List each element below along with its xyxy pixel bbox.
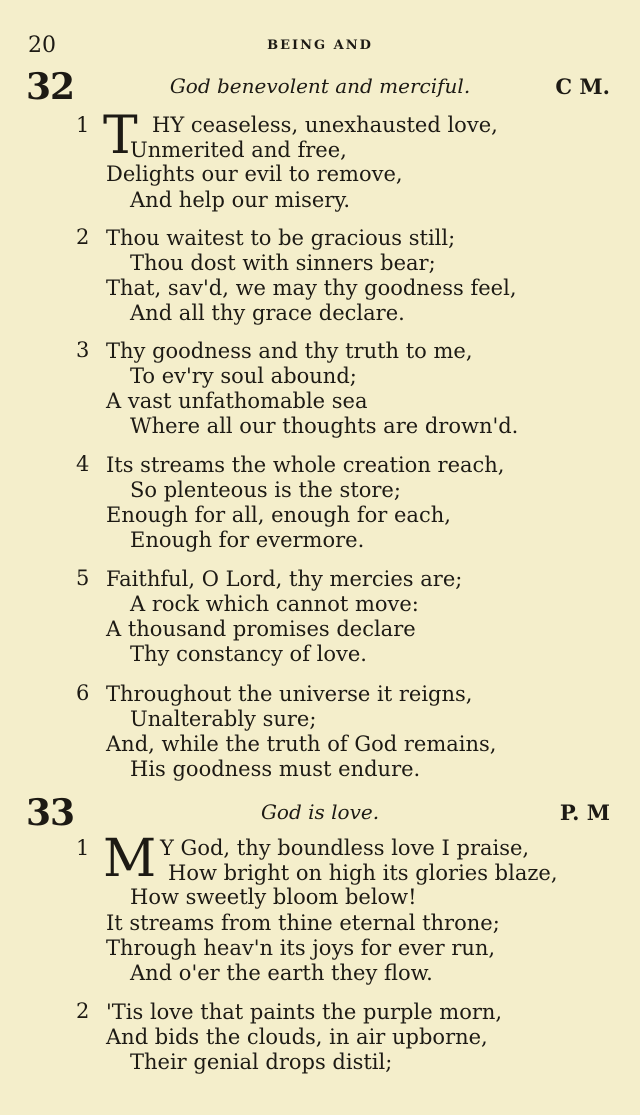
verse-line: Unmerited and free, [130, 138, 347, 162]
running-head: BEING AND [267, 38, 373, 53]
verse-line: A vast unfathomable sea [106, 389, 368, 413]
drop-cap: T [103, 106, 138, 166]
hymn-meter: C M. [555, 74, 610, 99]
verse-line: And all thy grace declare. [130, 301, 405, 325]
hymn-meter: P. M [559, 800, 610, 825]
verse-line: Thou waitest to be gracious still; [106, 226, 456, 250]
verse-line: So plenteous is the store; [130, 478, 401, 502]
verse-line: A rock which cannot move: [130, 592, 419, 616]
verse-line: Where all our thoughts are drown'd. [130, 414, 519, 438]
verse-line: And o'er the earth they flow. [130, 961, 433, 985]
verse-line: Unalterably sure; [130, 707, 317, 731]
page-number: 20 [28, 33, 56, 58]
stanza-number: 1 [76, 836, 90, 860]
stanza-number: 3 [76, 338, 90, 362]
verse-line: And, while the truth of God remains, [106, 732, 497, 756]
verse-line: Through heav'n its joys for ever run, [106, 936, 496, 960]
verse-line: 'Tis love that paints the purple morn, [106, 1000, 503, 1024]
drop-cap: M [103, 829, 157, 889]
stanza-number: 1 [76, 113, 90, 137]
verse-line: Delights our evil to remove, [106, 162, 403, 186]
stanza-number: 6 [76, 681, 90, 705]
verse-line: Enough for evermore. [130, 528, 365, 552]
verse-line: Y God, thy boundless love I praise, [160, 836, 530, 860]
verse-line: Its streams the whole creation reach, [106, 453, 505, 477]
hymn-number: 32 [26, 66, 75, 108]
verse-line: And bids the clouds, in air upborne, [106, 1025, 488, 1049]
verse-line: A thousand promises declare [106, 617, 416, 641]
verse-line: Thou dost with sinners bear; [130, 251, 436, 275]
verse-line: That, sav'd, we may thy goodness feel, [106, 276, 517, 300]
verse-line: How sweetly bloom below! [130, 885, 417, 909]
stanza-number: 5 [76, 566, 90, 590]
verse-line: To ev'ry soul abound; [130, 364, 357, 388]
verse-line: HY ceaseless, unexhausted love, [152, 113, 498, 137]
stanza-number: 2 [76, 225, 90, 249]
verse-line: His goodness must endure. [130, 757, 421, 781]
hymn-number: 33 [26, 792, 75, 834]
verse-line: Thy goodness and thy truth to me, [106, 339, 473, 363]
verse-line: Faithful, O Lord, thy mercies are; [106, 567, 463, 591]
verse-line: Their genial drops distil; [130, 1050, 393, 1074]
verse-line: How bright on high its glories blaze, [168, 861, 558, 885]
verse-line: Thy constancy of love. [130, 642, 367, 666]
stanza-number: 2 [76, 999, 90, 1023]
hymn-title: God benevolent and merciful. [169, 74, 471, 98]
verse-line: Enough for all, enough for each, [106, 503, 451, 527]
stanza-number: 4 [76, 452, 90, 476]
verse-line: Throughout the universe it reigns, [106, 682, 473, 706]
verse-line: It streams from thine eternal throne; [106, 911, 500, 935]
hymn-title: God is love. [260, 800, 380, 824]
verse-line: And help our misery. [130, 188, 351, 212]
